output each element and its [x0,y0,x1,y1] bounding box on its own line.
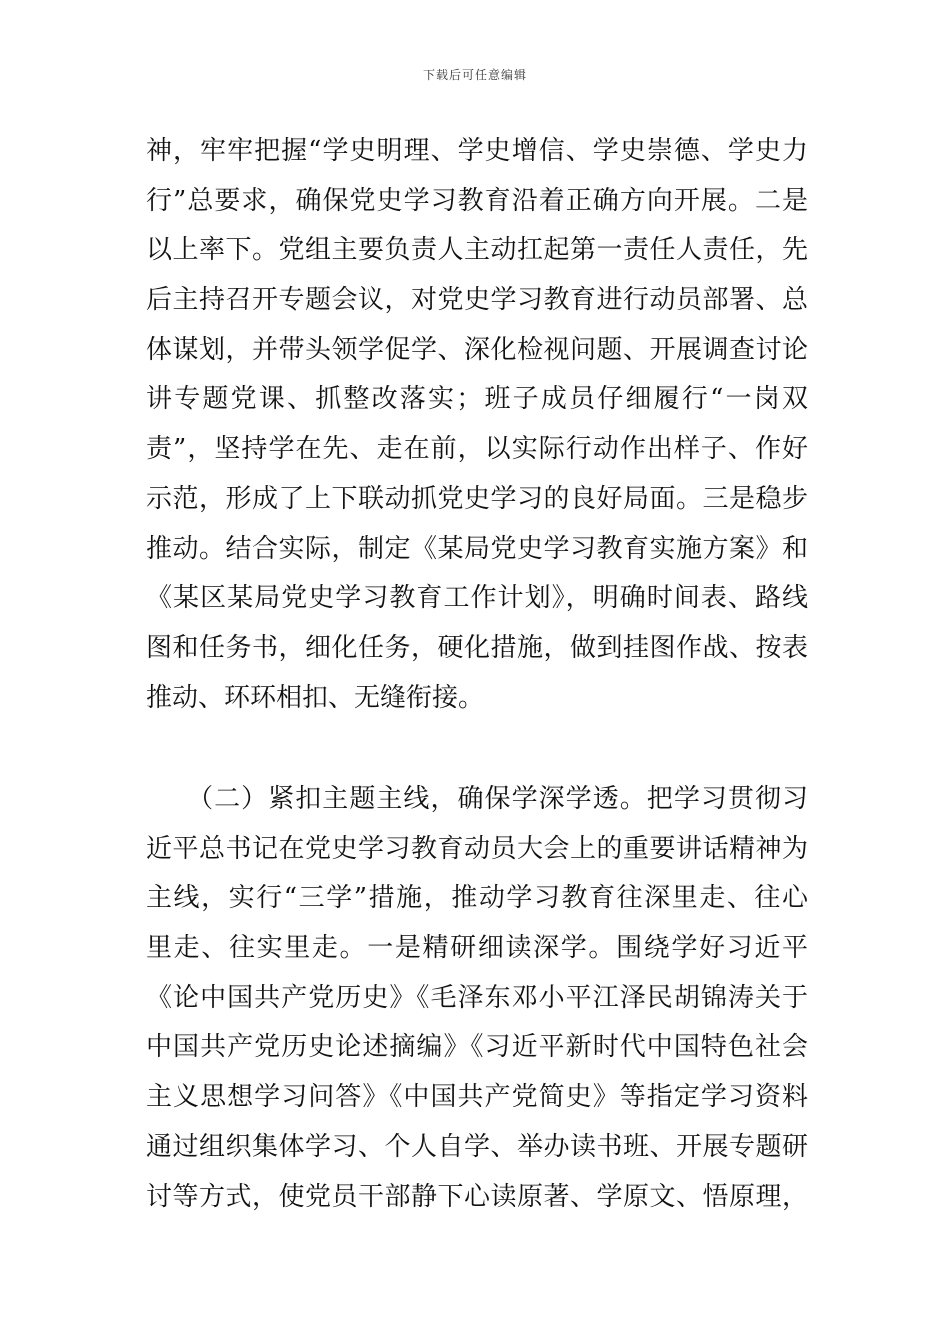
text-line: 讲专题党课、抓整改落实；班子成员仔细履行“一岗双 [146,384,808,415]
text-line: 《论中国共产党历史》《毛泽东邓小平江泽民胡锦涛关于 [146,982,808,1013]
text-line: 讨等方式，使党员干部静下心读原著、学原文、悟原理， [146,1181,808,1212]
text-line: 通过组织集体学习、个人自学、举办读书班、开展专题研 [146,1131,808,1162]
text-line: 图和任务书，细化任务，硬化措施，做到挂图作战、按表 [146,632,808,663]
text-line: 近平总书记在党史学习教育动员大会上的重要讲话精神为 [146,833,808,864]
text-line: 主义思想学习问答》《中国共产党简史》等指定学习资料 [146,1082,808,1113]
page-header: 下载后可任意编辑 [422,68,527,82]
text-line: 示范，形成了上下联动抓党史学习的良好局面。三是稳步 [146,483,808,514]
text-line: 神，牢牢把握“学史明理、学史增信、学史崇德、学史力 [146,136,808,166]
text-line: 后主持召开专题会议，对党史学习教育进行动员部署、总 [146,285,808,316]
text-line: 责”，坚持学在先、走在前，以实际行动作出样子、作好 [146,434,808,465]
text-line: 中国共产党历史论述摘编》《习近平新时代中国特色社会 [146,1032,808,1063]
paragraph-1 [146,127,808,723]
text-line: 体谋划，并带头领学促学、深化检视问题、开展调查讨论 [146,334,808,365]
text-line: 推动。结合实际，制定《某局党史学习教育实施方案》和 [146,533,808,564]
text-line: 行”总要求，确保党史学习教育沿着正确方向开展。二是 [146,185,808,216]
text-line: 里走、往实里走。一是精研细读深学。围绕学好习近平 [146,933,808,964]
text-line: 以上率下。党组主要负责人主动扛起第一责任人责任，先 [146,235,808,266]
text-line: 主线，实行“三学”措施，推动学习教育往深里走、往心 [146,883,808,914]
paragraph-2 [146,775,808,1222]
text-line: 《某区某局党史学习教育工作计划》，明确时间表、路线 [146,583,808,614]
text-line: 推动、环环相扣、无缝衔接。 [146,682,485,713]
text-line: （二）紧扣主题主线，确保学深学透。把学习贯彻习 [146,784,808,814]
